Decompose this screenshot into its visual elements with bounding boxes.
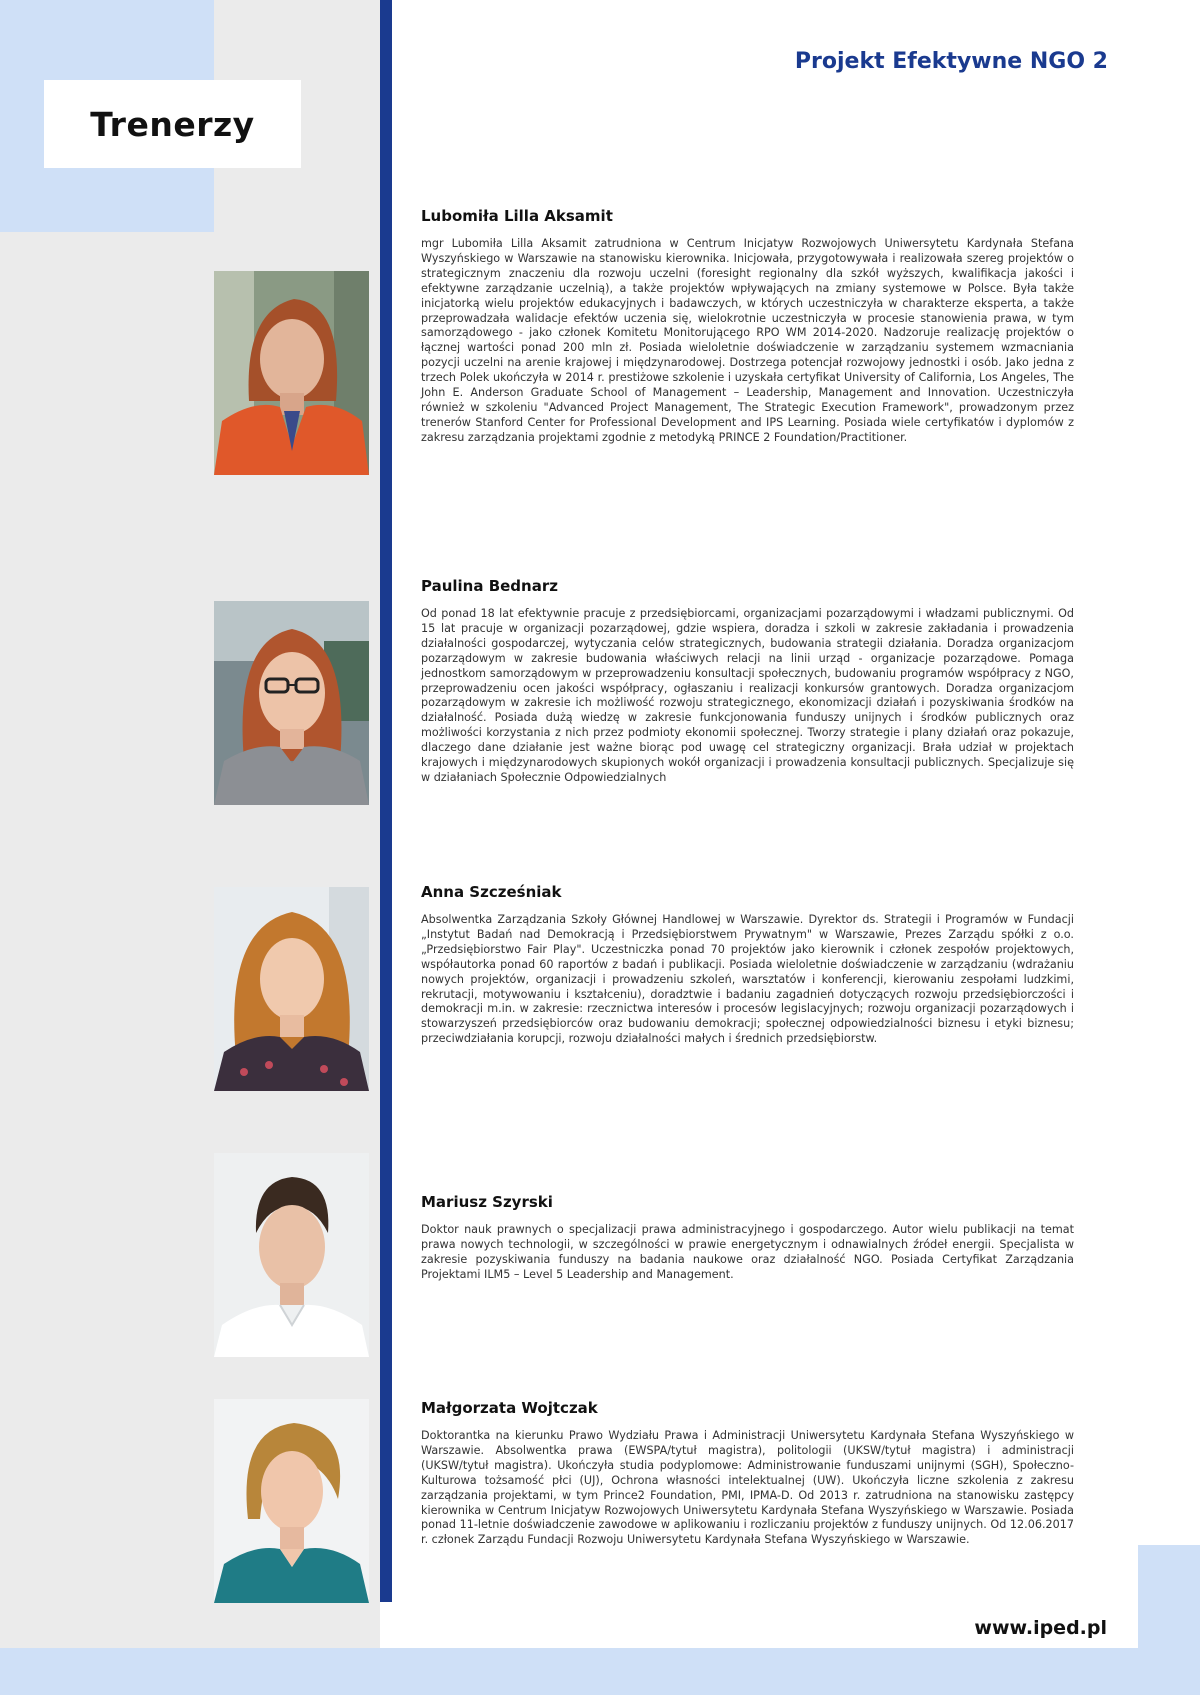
trainer-name: Małgorzata Wojtczak bbox=[421, 1399, 598, 1417]
decorative-block-right bbox=[1138, 1545, 1200, 1695]
trainer-photo-bednarz bbox=[214, 601, 369, 805]
trainer-bio: mgr Lubomiła Lilla Aksamit zatrudniona w Centrum Inicjatyw Rozwojowych Uniwersytetu Kardynała Stefana Wyszyńskiego w Warszawie na stanowisku kierownika. Inicjowała, przygotowywała i realizowała szereg projektów o strategicznym znaczeniu dla rozwoju uczelni (foresight regionalny dla szkół wyższych, kwalifikacja jakości i efektywne zarządzanie uczelnią), a także projektów wpływających na zmiany systemowe w Polsce. Była także inicjatorką wielu projektów edukacyjnych i badawczych, w których uczestniczyła w charakterze eksperta, a także przeprowadzała walidacje efektów uczenia się, wielokrotnie uczestniczyła w procesie stanowienia prawa, w tym samorządowego - jako członek Komitetu Monitorującego RPO WM 2014-2020. Nadzoruje realizację projektów o łącznej wartości ponad 200 mln zł. Posiada wieloletnie doświadczenie w zarządzaniu systemem wzmacniania pozycji uczelni na arenie krajowej i międzynarodowej. Dostrzega potencjał rozwojowy jednostki i osób. Jako jedna z trzech Polek ukończyła w 2014 r. prestiżowe szkolenie i uzyskała certyfikat University of California, Los Angeles, The John E. Anderson Graduate School of Management – Leadership, Management and Innovation. Uczestniczyła również w szkoleniu "Advanced Project Management, The Strategic Execution Framework", prowadzonym przez trenerów Stanford Center for Professional Development and IPS Learning. Posiada wiele certyfikatów i dyplomów z zakresu zarządzania projektami zgodnie z metodyką PRINCE 2 Foundation/Practitioner. bbox=[421, 237, 1074, 444]
trainer-photo-szczesniak bbox=[214, 887, 369, 1091]
trainer-name: Anna Szcześniak bbox=[421, 883, 562, 901]
project-title: Projekt Efektywne NGO 2 bbox=[794, 49, 1108, 74]
trainer-bio: Doktorantka na kierunku Prawo Wydziału Prawa i Administracji Uniwersytetu Kardynała Stefana Wyszyńskiego w Warszawie. Absolwentka prawa (EWSPA/tytuł magistra), politologii (UKSW/tytuł magistra) i administracji (UKSW/tytuł magistra). Ukończyła studia podyplomowe: Administrowanie funduszami unijnymi (SGH), Społeczno-Kulturowa tożsamość płci (UJ), Ochrona własności intelektualnej (UW). Ukończyła liczne szkolenia z zakresu zarządzania projektami, w tym Prince2 Foundation, PMI, IPMA-D. Od 2013 r. zatrudniona na stanowisku zastępcy kierownika w Centrum Inicjatyw Rozwojowych Uniwersytetu Kardynała Stefana Wyszyńskiego w Warszawie. Posiada ponad 11-letnie doświadczenie zawodowe w aplikowaniu i rozliczaniu projektów z funduszy unijnych. Od 12.06.2017 r. członek Zarządu Fundacji Rozwoju Uniwersytetu Kardynała Stefana Wyszyńskiego w Warszawie. bbox=[421, 1429, 1074, 1547]
trainer-photo-szyrski bbox=[214, 1153, 369, 1357]
website-link[interactable]: www.iped.pl bbox=[974, 1617, 1107, 1639]
trainer-name: Mariusz Szyrski bbox=[421, 1193, 553, 1211]
trainer-photo-wojtczak bbox=[214, 1399, 369, 1603]
page-title-box bbox=[44, 80, 301, 168]
trainer-entry-bednarz bbox=[421, 577, 1074, 786]
trainer-entry-szczesniak bbox=[421, 883, 1074, 1047]
trainer-entry-aksamit bbox=[421, 207, 1074, 446]
divider-line bbox=[380, 0, 392, 1602]
trainer-photo-aksamit bbox=[214, 271, 369, 475]
page-title: Trenerzy bbox=[90, 104, 255, 144]
trainer-name: Paulina Bednarz bbox=[421, 577, 558, 595]
trainer-name: Lubomiła Lilla Aksamit bbox=[421, 207, 613, 225]
trainer-bio: Absolwentka Zarządzania Szkoły Głównej Handlowej w Warszawie. Dyrektor ds. Strategii i Programów w Fundacji „Instytut Badań nad Demokracją i Przedsiębiorstwem Prywatnym" w Warszawie, Prezes Zarządu spółki z o.o. „Przedsiębiorstwo Fair Play". Uczestniczka ponad 70 projektów jako kierownik i członek zespołów projektowych, współautorka ponad 60 raportów z badań i publikacji. Posiada wieloletnie doświadczenie w zarządzaniu (wdrażaniu nowych projektów, organizacji i prowadzeniu szkoleń, warsztatów i konferencji, kierowaniu zespołami ludzkimi, rekrutacji, motywowaniu i kształceniu), doradztwie i badaniu zagadnień dotyczących rozwoju przedsiębiorczości i demokracji m.in. w zakresie: rzecznictwa interesów i procesów legislacyjnych; rozwoju organizacji pozarządowych i stowarzyszeń przedsiębiorców oraz budowaniu demokracji; społecznej odpowiedzialności biznesu i etyki biznesu; przeciwdziałania korupcji, rozwoju działalności małych i średnich przedsiębiorstw. bbox=[421, 913, 1074, 1046]
trainer-entry-wojtczak bbox=[421, 1399, 1074, 1548]
trainer-bio: Od ponad 18 lat efektywnie pracuje z przedsiębiorcami, organizacjami pozarządowymi i władzami publicznymi. Od 15 lat pracuje w organizacji pozarządowej, gdzie wspiera, doradza i szkoli w zakresie zakładania i prowadzenia działalności gospodarczej, wytyczania celów strategicznych, budowania strategii działania. Doradza organizacjom pozarządowym w zakresie budowania właściwych relacji na linii urząd - organizacje pozarządowe. Pomaga jednostkom samorządowym w przeprowadzeniu konsultacji społecznych, budowaniu programów współpracy z NGO, przeprowadzeniu ocen jakości współpracy, ogłaszaniu i realizacji konkursów grantowych. Doradza organizacjom pozarządowym w zakresie ich możliwość rozwoju strategicznego, ekonomizacji działań i pozyskiwania środków na działalność. Posiada dużą wiedzę w zakresie funkcjonowania funduszy unijnych i środków publicznych oraz możliwości korzystania z nich przez podmioty ekonomii społecznej. Tworzy strategie i plany działań oraz pokazuje, dlaczego dane działanie jest ważne biorąc pod uwagę cel strategiczny organizacji. Brała udział w projektach krajowych i międzynarodowych skupionych wokół organizacji i prowadzenia konsultacji publicznych. Specjalizuje się w działaniach Społecznie Odpowiedzialnych bbox=[421, 607, 1074, 784]
trainer-entry-szyrski bbox=[421, 1193, 1074, 1283]
trainer-bio: Doktor nauk prawnych o specjalizacji prawa administracyjnego i gospodarczego. Autor wielu publikacji na temat prawa nowych technologii, w szczególności w prawie energetycznym i odnawialnych źródeł energii. Specjalista w zakresie pozyskiwania funduszy na badania naukowe oraz działalność NGO. Posiada Certyfikat Zarządzania Projektami ILM5 – Level 5 Leadership and Management. bbox=[421, 1223, 1074, 1281]
decorative-band-bottom bbox=[0, 1648, 1200, 1695]
